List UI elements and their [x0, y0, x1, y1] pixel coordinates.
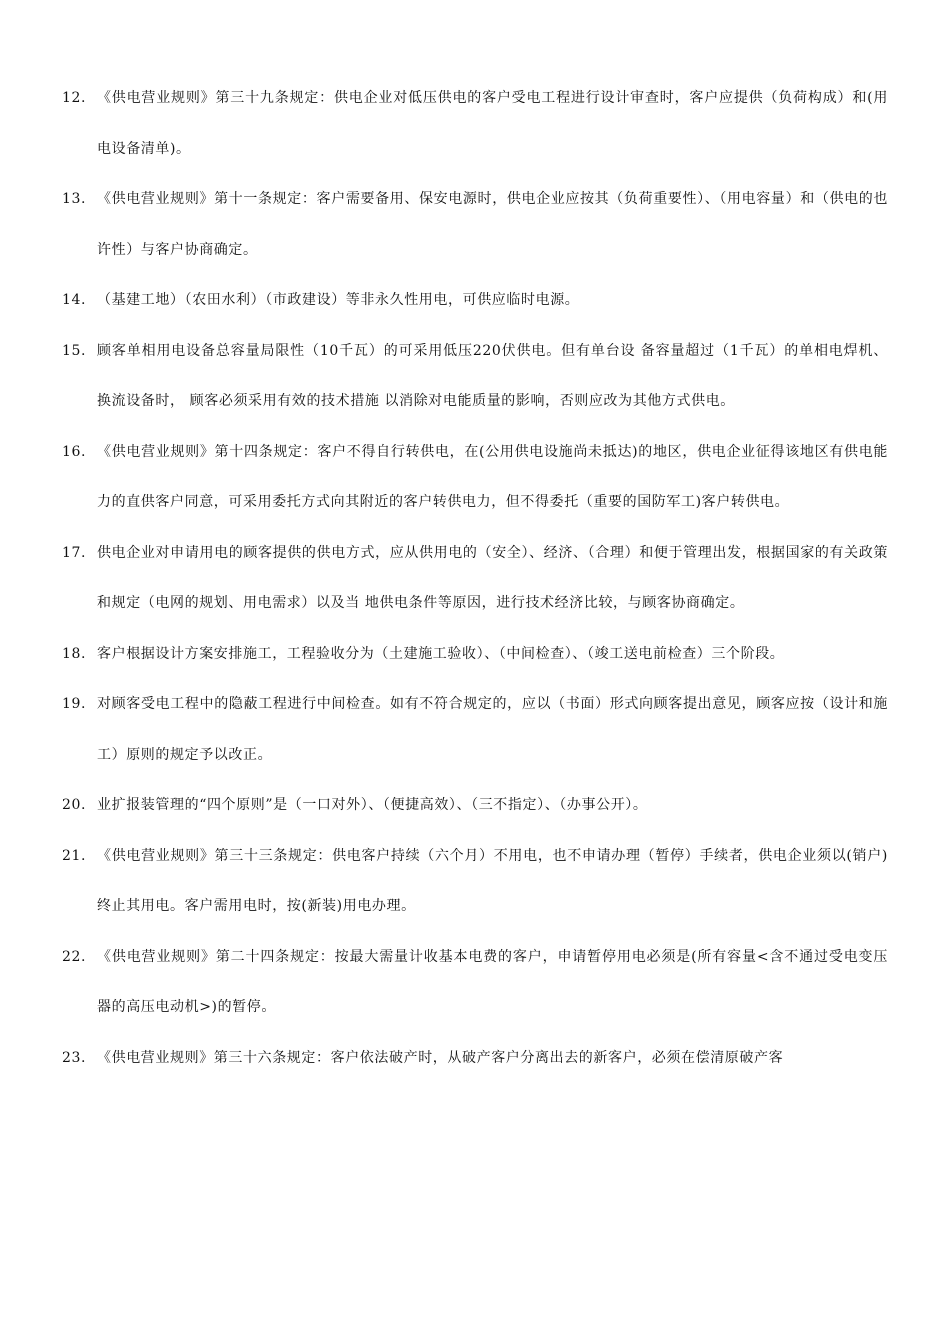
list-item	[0, 275, 950, 326]
item-number: 20.	[62, 797, 87, 813]
list-item	[0, 629, 950, 680]
item-number: 22.	[62, 948, 87, 965]
list-item	[0, 73, 950, 174]
item-text: 供电企业对申请用电的顾客提供的供电方式，应从供用电的（安全）、经济、（合理）和便于管理出发，根据国家的有关政策和规定（电网的规划、用电需求）以及当 地供电条件等原因，进行技术经济比较，与顾客协商确定。	[97, 544, 888, 611]
item-text: 业扩报装管理的“四个原则”是（一口对外）、（便捷高效）、（三不指定）、（办事公开）。	[97, 797, 648, 813]
item-number: 19.	[62, 696, 87, 712]
item-number: 13.	[62, 191, 87, 207]
list-item	[0, 174, 950, 275]
list-item	[0, 932, 950, 1033]
item-text: 《供电营业规则》第三十三条规定：供电客户持续（六个月）不用电，也不申请办理（暂停）手续者，供电企业须以(销户)终止其用电。客户需用电时，按(新装)用电办理。	[97, 847, 888, 914]
item-text: 《供电营业规则》第二十四条规定：按最大需量计收基本电费的客户，申请暂停用电必须是(所有容量<含不通过受电变压器的高压电动机>)的暂停。	[97, 948, 888, 1015]
item-text: 《供电营业规则》第三十六条规定：客户依法破产时，从破产客户分离出去的新客户，必须在偿清原破产客	[97, 1049, 784, 1066]
list-item	[0, 780, 950, 831]
item-number: 14.	[62, 292, 87, 308]
item-text: 对顾客受电工程中的隐蔽工程进行中间检查。如有不符合规定的，应以（书面）形式向顾客提出意见，顾客应按（设计和施工）原则的规定予以改正。	[97, 696, 888, 763]
item-number: 15.	[62, 342, 87, 359]
list-item	[0, 326, 950, 427]
item-text: 客户根据设计方案安排施工，工程验收分为（土建施工验收）、（中间检查）、（竣工送电前检查）三个阶段。	[97, 645, 785, 662]
item-text: 《供电营业规则》第十四条规定：客户不得自行转供电，在(公用供电设施尚未抵达)的地区，供电企业征得该地区有供电能力的直供客户同意，可采用委托方式向其附近的客户转供电力，但不得委托（重要的国防军工)客户转供电。	[97, 443, 888, 510]
list-item	[0, 679, 950, 780]
item-text: （基建工地）（农田水利）（市政建设）等非永久性用电，可供应临时电源。	[97, 292, 580, 308]
item-text: 《供电营业规则》第十一条规定：客户需要备用、保安电源时，供电企业应按其（负荷重要性）、（用电容量）和（供电的也许性）与客户协商确定。	[97, 191, 888, 258]
item-number: 23.	[62, 1049, 87, 1066]
item-number: 18.	[62, 645, 87, 662]
item-text: 顾客单相用电设备总容量局限性（10千瓦）的可采用低压220伏供电。但有单台设 备容量超过（1千瓦）的单相电焊机、换流设备时， 顾客必须采用有效的技术措施 以消除对电能质量的影响，否则应改为其他方式供电。	[97, 342, 888, 409]
item-number: 12.	[62, 90, 87, 106]
list-item	[0, 427, 950, 528]
item-number: 17.	[62, 544, 87, 561]
item-number: 21.	[62, 847, 87, 864]
list-item	[0, 831, 950, 932]
list-item	[0, 1033, 950, 1084]
item-number: 16.	[62, 443, 87, 460]
item-text: 《供电营业规则》第三十九条规定：供电企业对低压供电的客户受电工程进行设计审查时，客户应提供（负荷构成）和(用电设备清单)。	[97, 90, 888, 157]
question-list	[0, 73, 950, 1083]
list-item	[0, 528, 950, 629]
